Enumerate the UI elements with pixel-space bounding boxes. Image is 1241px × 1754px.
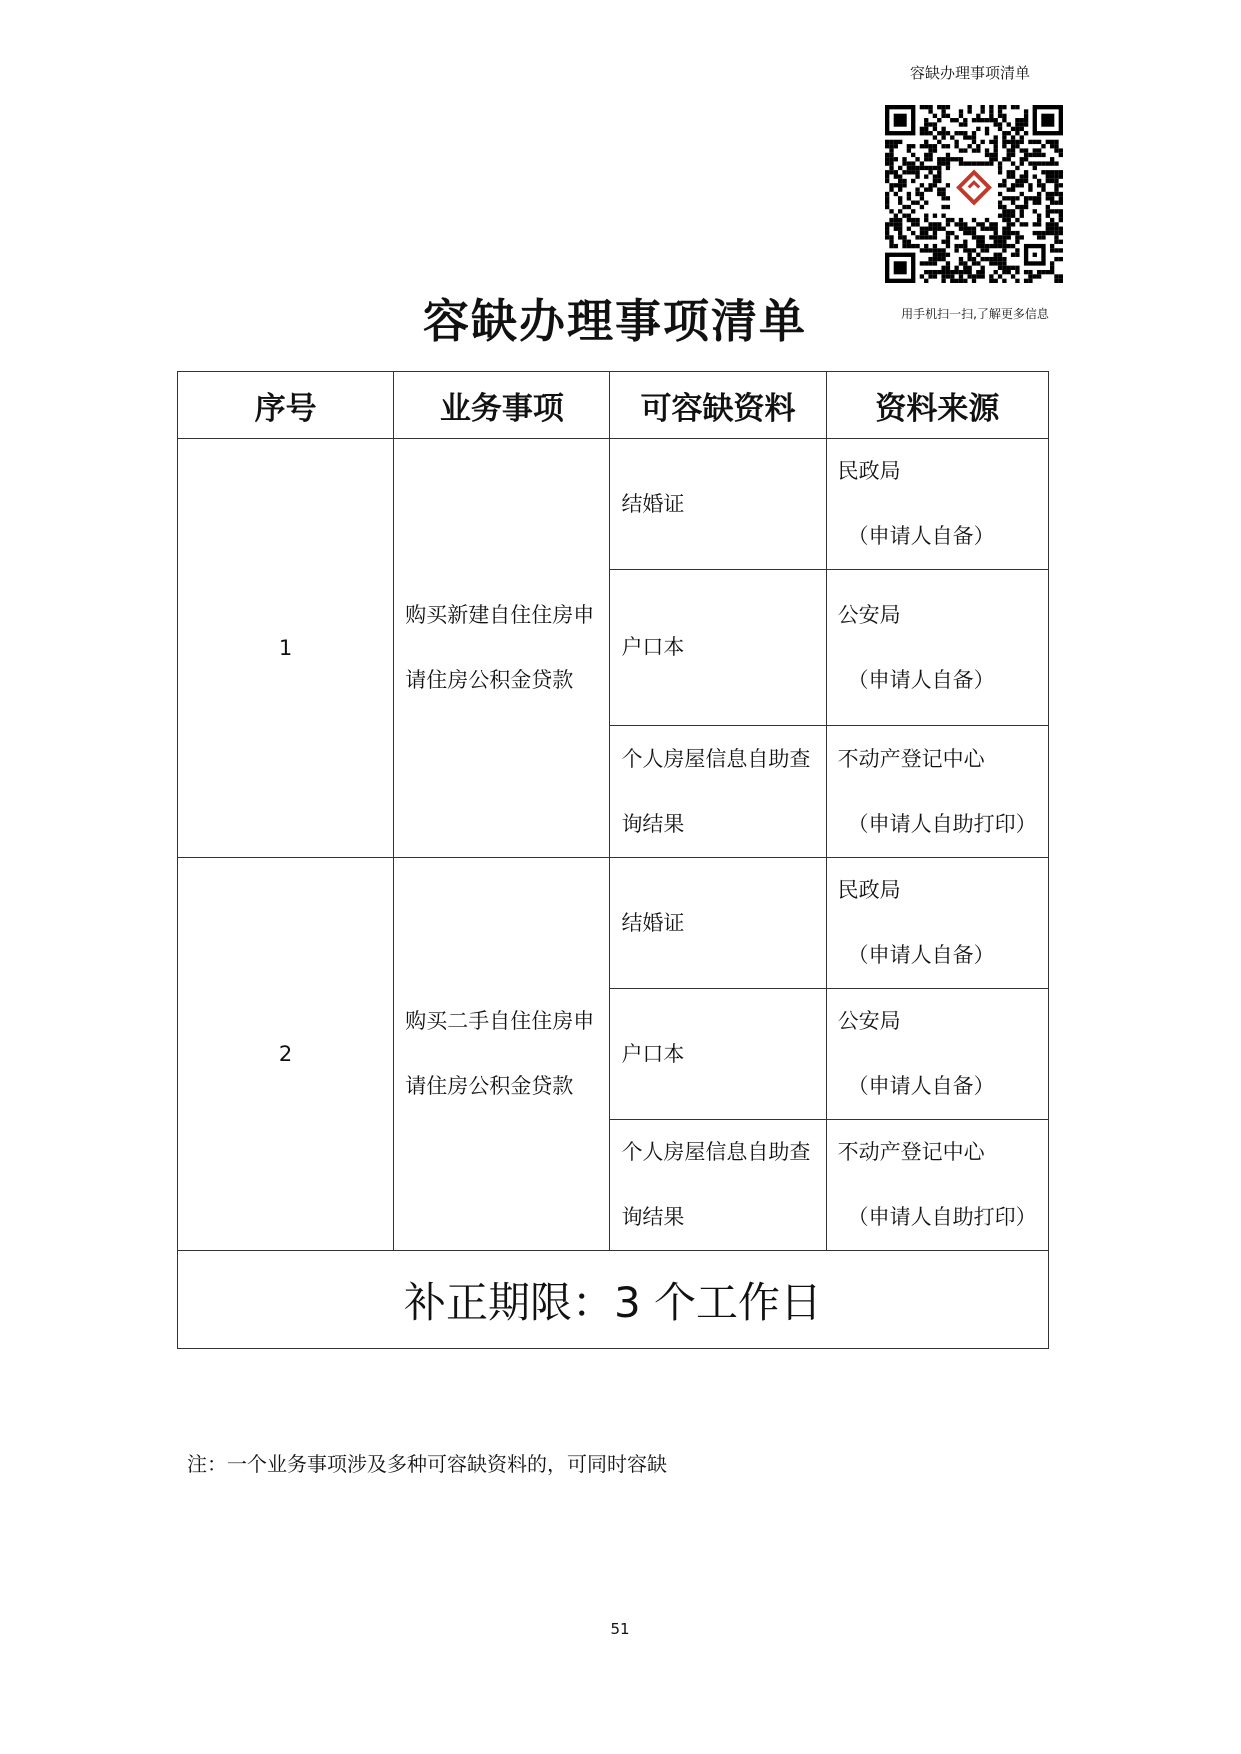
source-cell <box>826 858 1048 989</box>
lenient-items-table <box>177 371 1049 1349</box>
row-number: 2 <box>178 858 394 1251</box>
source-cell <box>826 570 1048 726</box>
table-row <box>178 439 1049 570</box>
source-name: 不动产登记中心 <box>837 746 985 771</box>
source-name: 公安局 <box>837 1009 901 1033</box>
header-item: 业务事项 <box>394 372 610 439</box>
source-note: （申请人自备） <box>847 1074 995 1098</box>
footnote: 注：一个业务事项涉及多种可容缺资料的，可同时容缺 <box>187 1452 667 1476</box>
header-no: 序号 <box>178 372 394 439</box>
table-header-row <box>178 372 1049 439</box>
material-cell: 户口本 <box>610 570 826 726</box>
source-name: 不动产登记中心 <box>837 1140 985 1164</box>
source-name: 民政局 <box>837 459 901 483</box>
header-material: 可容缺资料 <box>610 372 826 439</box>
material-cell: 结婚证 <box>610 439 826 570</box>
table-row <box>178 858 1049 989</box>
business-item: 购买新建自住住房申请住房公积金贷款 <box>394 439 610 858</box>
source-cell <box>826 439 1048 570</box>
header-source: 资料来源 <box>826 372 1048 439</box>
source-note: （申请人自备） <box>847 943 995 967</box>
qr-code <box>885 105 1063 283</box>
source-note: （申请人自备） <box>847 667 995 692</box>
qr-caption-top: 容缺办理事项清单 <box>909 64 1030 82</box>
source-note: （申请人自助打印） <box>847 1205 1037 1229</box>
page-title: 容缺办理事项清单 <box>423 294 807 348</box>
deadline-row <box>178 1251 1049 1349</box>
source-note: （申请人自助打印） <box>847 811 1037 836</box>
page-number: 51 <box>610 1620 630 1638</box>
source-cell <box>826 1120 1048 1251</box>
source-cell <box>826 989 1048 1120</box>
source-note: （申请人自备） <box>847 524 995 548</box>
material-cell: 个人房屋信息自助查询结果 <box>610 1120 826 1251</box>
qr-caption-bottom: 用手机扫一扫,了解更多信息 <box>901 307 1049 321</box>
material-cell: 户口本 <box>610 989 826 1120</box>
source-cell <box>826 726 1048 858</box>
source-name: 民政局 <box>837 878 901 902</box>
business-item: 购买二手自住住房申请住房公积金贷款 <box>394 858 610 1251</box>
row-number: 1 <box>178 439 394 858</box>
source-name: 公安局 <box>837 602 901 627</box>
material-cell: 个人房屋信息自助查询结果 <box>610 726 826 858</box>
material-cell: 结婚证 <box>610 858 826 989</box>
deadline-text: 补正期限：3 个工作日 <box>178 1251 1049 1349</box>
